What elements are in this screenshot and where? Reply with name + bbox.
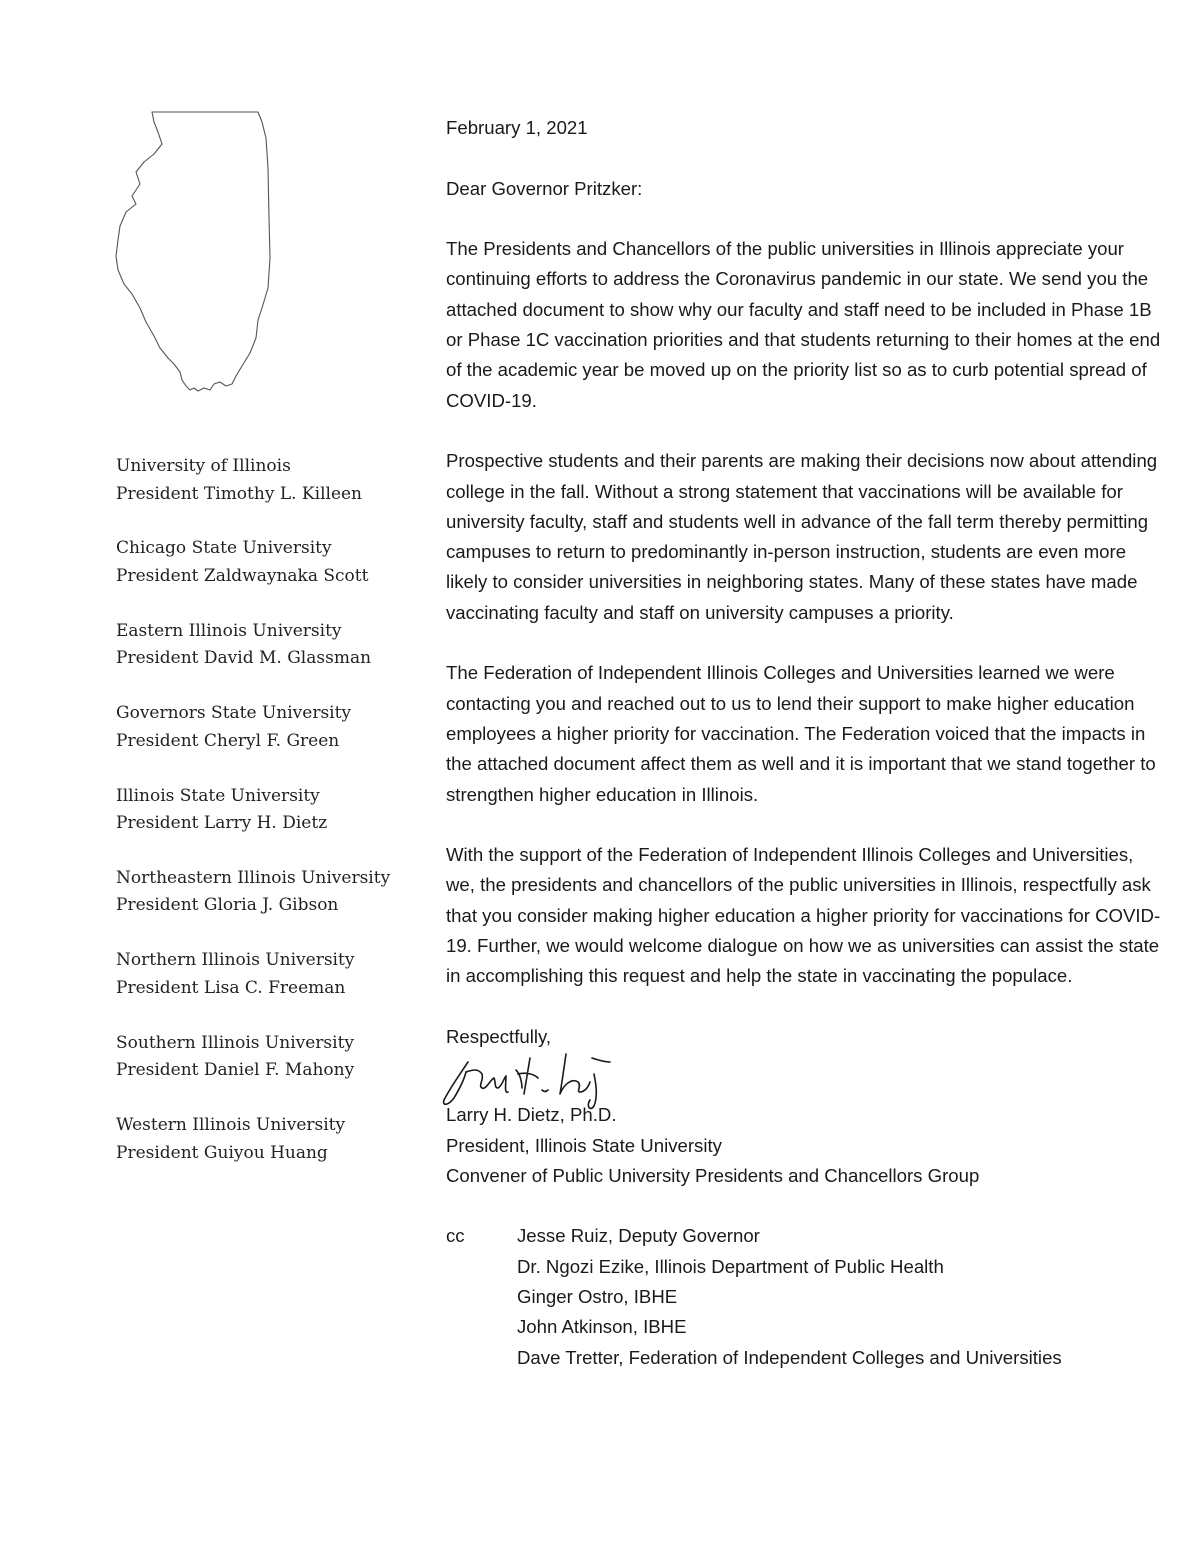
university-president: President Gloria J. Gibson (116, 895, 339, 916)
cc-list (517, 1221, 1166, 1372)
university-name: Western Illinois University (116, 1115, 346, 1136)
university-president: President Zaldwaynaka Scott (116, 565, 369, 586)
university-presidents-list (116, 453, 406, 1195)
university-name: Governors State University (116, 703, 352, 724)
illinois-state-outline-image (110, 108, 280, 398)
university-name: Eastern Illinois University (116, 620, 342, 641)
cc-recipient: Dave Tretter, Federation of Independent Colleges and Universities (517, 1346, 1062, 1368)
letter-body (446, 113, 1166, 1373)
signer-name: Larry H. Dietz, Ph.D. (446, 1104, 617, 1126)
university-entry (116, 1030, 406, 1085)
letter-paragraph: Prospective students and their parents are making their decisions now about attending college in the fall. Without a strong statement that vaccinations will be available for university faculty, staff and students well in advance of the fall term thereby permitting campuses to return to predominantly in-person instruction, students are even more likely to consider universities in neighboring states. Many of these states have made vaccinating faculty and staff on university campuses a priority. (446, 450, 1158, 623)
university-name: Northeastern Illinois University (116, 867, 391, 888)
cc-recipient: Dr. Ngozi Ezike, Illinois Department of Public Health (517, 1255, 944, 1277)
university-entry (116, 618, 406, 673)
letter-paragraph: The Presidents and Chancellors of the public universities in Illinois appreciate your continuing efforts to address the Coronavirus pandemic in our state. We send you the attached document to show why our faculty and staff need to be included in Phase 1B or Phase 1C vaccination priorities and that students returning to their homes at the end of the academic year be moved up on the priority list so as to curb potential spread of COVID-19. (446, 238, 1161, 411)
university-entry (116, 700, 406, 755)
university-entry (116, 535, 406, 590)
university-president: President Cheryl F. Green (116, 730, 340, 751)
university-entry (116, 783, 406, 838)
university-name: Chicago State University (116, 538, 332, 559)
letter-paragraph: The Federation of Independent Illinois Colleges and Universities learned we were contacting you and reached out to us to lend their support to make higher education employees a higher priority for vaccination. The Federation voiced that the impacts in the attached document affect them as well and it is important that we stand together to strengthen higher education in Illinois. (446, 662, 1156, 805)
university-entry (116, 1112, 406, 1167)
university-president: President Larry H. Dietz (116, 813, 328, 834)
university-name: Northern Illinois University (116, 950, 355, 971)
cc-label: cc (446, 1225, 465, 1247)
cc-block (446, 1221, 1166, 1372)
university-president: President Lisa C. Freeman (116, 977, 346, 998)
cc-recipient: Jesse Ruiz, Deputy Governor (517, 1225, 760, 1247)
university-president: President Timothy L. Killeen (116, 483, 363, 504)
letter-closing: Respectfully, (446, 1025, 552, 1047)
university-president: President Guiyou Huang (116, 1142, 328, 1163)
cc-recipient: John Atkinson, IBHE (517, 1316, 687, 1338)
letter-salutation: Dear Governor Pritzker: (446, 177, 643, 199)
letter-date: February 1, 2021 (446, 117, 588, 138)
university-president: President Daniel F. Mahony (116, 1060, 355, 1081)
university-entry (116, 453, 406, 508)
university-name: University of Illinois (116, 456, 291, 476)
cc-recipient: Ginger Ostro, IBHE (517, 1285, 678, 1307)
signer-title: President, Illinois State University (446, 1134, 722, 1156)
letter-paragraph: With the support of the Federation of Independent Illinois Colleges and Universities, we, the presidents and chancellors of the public universities in Illinois, respectfully ask that you consider making higher education a higher priority for vaccinations for COVID-19. Further, we would welcome dialogue on how we as universities can assist the state in accomplishing this request and help the state in vaccinating the populace. (446, 844, 1161, 987)
university-entry (116, 947, 406, 1002)
university-president: President David M. Glassman (116, 648, 372, 669)
signer-role: Convener of Public University Presidents and Chancellors Group (446, 1164, 980, 1186)
university-name: Illinois State University (116, 785, 320, 806)
university-name: Southern Illinois University (116, 1032, 355, 1053)
university-entry (116, 865, 406, 920)
